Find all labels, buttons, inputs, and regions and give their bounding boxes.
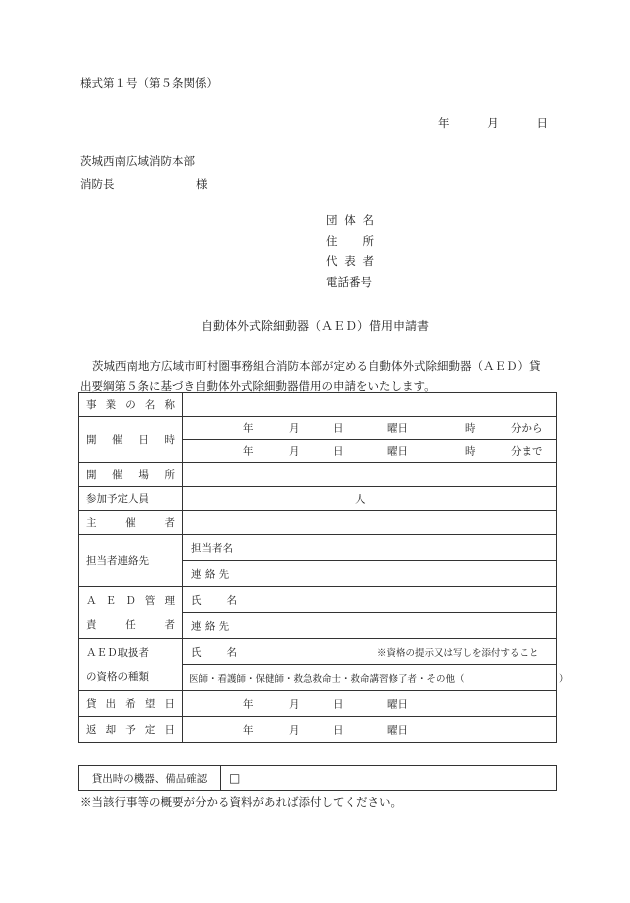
equipment-confirm-label: 貸出時の機器、備品確認 <box>79 766 221 791</box>
row-event-name <box>79 393 557 417</box>
loan-date-field[interactable]: 年 月 日 曜日 <box>183 691 557 717</box>
row-organizer <box>79 511 557 535</box>
application-table <box>78 392 569 743</box>
person-in-charge-field[interactable]: 担当者名 <box>183 535 557 561</box>
application-date <box>438 115 548 131</box>
event-start-field[interactable]: 年 月 日 曜日 時 分から <box>183 417 557 440</box>
address-label: 住 所 <box>326 233 374 248</box>
group-name-label: 団 体 名 <box>326 213 374 227</box>
row-venue <box>79 463 557 487</box>
loan-date-label: 貸 出 希 望 日 <box>79 691 183 717</box>
row-return-date <box>79 717 557 743</box>
qualification-list: 医師・看護師・保健師・救急救命士・救命講習修了者・その他（ <box>189 673 465 685</box>
return-date-field[interactable]: 年 月 日 曜日 <box>183 717 557 743</box>
contact-info-field[interactable]: 連 絡 先 <box>183 561 557 587</box>
event-name-label: 事 業 の 名 称 <box>79 393 183 417</box>
row-aed-manager-1 <box>79 587 557 613</box>
row-aed-handler-1 <box>79 639 557 665</box>
row-loan-date <box>79 691 557 717</box>
venue-label: 開 催 場 所 <box>79 463 183 487</box>
footnote: ※当該行事等の概要が分かる資料があれば添付してください。 <box>80 795 402 809</box>
organizer-field[interactable] <box>183 511 557 535</box>
participants-label: 参加予定人員 <box>79 487 183 511</box>
aed-manager-name-field[interactable]: 氏 名 <box>183 587 557 613</box>
equipment-confirm-checkbox[interactable]: □ <box>221 766 557 791</box>
representative-label: 代 表 者 <box>326 254 374 269</box>
organizer-label: 主 催 者 <box>79 511 183 535</box>
event-date-label: 開 催 日 時 <box>79 417 183 463</box>
qualification-note: ※資格の提示又は写しを添付すること <box>377 647 539 659</box>
participants-field[interactable]: 人 <box>183 487 557 511</box>
form-number: 様式第１号（第５条関係） <box>80 76 218 90</box>
venue-field[interactable] <box>183 463 557 487</box>
aed-handler-name-field[interactable]: 氏 名 ※資格の提示又は写しを添付すること <box>183 639 557 665</box>
intro-line-2: 出要綱第５条に基づき自動体外式除細動器借用の申請をいたします。 <box>80 379 436 393</box>
addressee-honorific: 様 <box>196 177 208 191</box>
event-end-field[interactable]: 年 月 日 曜日 時 分まで <box>183 440 557 463</box>
row-participants <box>79 487 557 511</box>
applicant-fields <box>326 212 374 295</box>
row-contact-1 <box>79 535 557 561</box>
addressee-title: 消防長 <box>80 177 115 191</box>
phone-label: 電話番号 <box>326 275 372 290</box>
aed-manager-contact-field[interactable]: 連 絡 先 <box>183 613 557 639</box>
event-name-field[interactable] <box>183 393 557 417</box>
equipment-confirm-table <box>78 765 557 791</box>
document-title: 自動体外式除細動器（ＡＥＤ）借用申請書 <box>200 319 429 333</box>
contact-label: 担当者連絡先 <box>79 535 183 587</box>
aed-handler-qualification-field[interactable]: 医師・看護師・保健師・救急救命士・救命講習修了者・その他（ ） <box>183 665 557 691</box>
date-day-label: 日 <box>536 116 548 130</box>
aed-handler-label: ＡＥＤ取扱者 の資格の種類 <box>79 639 183 691</box>
addressee-org: 茨城西南広域消防本部 <box>80 154 195 168</box>
date-month-label: 月 <box>487 116 499 130</box>
row-event-date-1 <box>79 417 557 440</box>
intro-paragraph <box>80 356 560 396</box>
aed-manager-label: Ａ Ｅ Ｄ 管 理 責 任 者 <box>79 587 183 639</box>
date-year-label: 年 <box>438 116 450 130</box>
return-date-label: 返 却 予 定 日 <box>79 717 183 743</box>
intro-line-1: 茨城西南地方広域市町村圏事務組合消防本部が定める自動体外式除細動器（ＡＥＤ）貸 <box>92 359 541 373</box>
